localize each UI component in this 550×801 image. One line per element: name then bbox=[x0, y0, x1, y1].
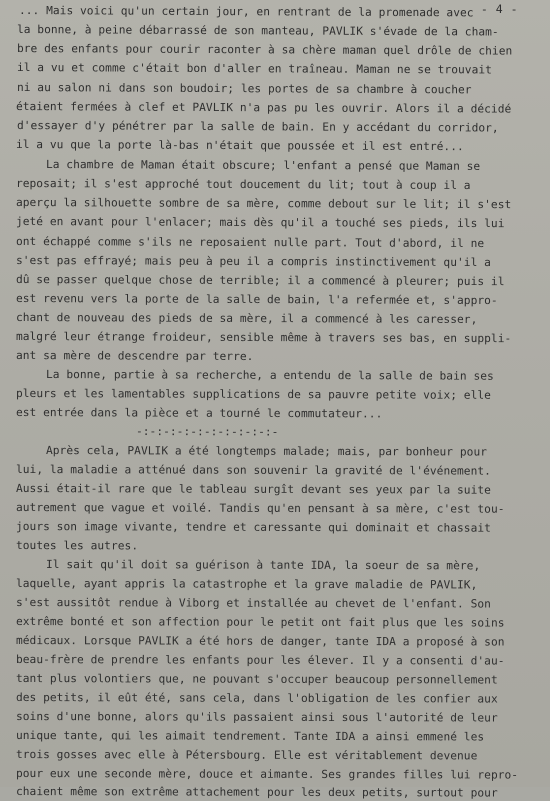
text-line: est revenu vers la porte de la salle de bain, l'a refermée et, s'appro- bbox=[15, 292, 498, 308]
text-line: La chambre de Maman était obscure; l'enfant a pensé que Maman se bbox=[45, 158, 481, 173]
text-line: ont échappé comme s'ils ne reposaient nulle part. Tout d'abord, il ne bbox=[15, 235, 485, 251]
text-line: la bonne, à peine débarrassé de son manteau, PAVLIK s'évade de la cham- bbox=[16, 23, 499, 39]
section-divider: -:-:-:-:-:-:-:-:-:-:- bbox=[135, 425, 279, 439]
text-line: lui, la maladie a atténué dans son souvenir la gravité de l'événement. bbox=[15, 463, 491, 478]
text-line: La bonne, partie à sa recherche, a entendu de la salle de bain ses bbox=[45, 368, 494, 383]
text-line: ant sa mère de descendre par terre. bbox=[15, 349, 254, 364]
text-line: d'essayer d'y pénétrer par la salle de bain. En y accédant du corridor, bbox=[16, 119, 499, 135]
text-line: chaient même son extrême attachement pour les deux petits, surtout pour bbox=[15, 785, 498, 800]
text-line: il a vu que la porte là-bas n'était que poussée et il est entré... bbox=[15, 138, 464, 154]
text-line: est entrée dans la pièce et a tourné le commutateur... bbox=[15, 406, 383, 421]
text-line: chant de nouveau des pieds de sa mère, il a commencé à les caresser, bbox=[15, 311, 478, 327]
text-line: jeté en avant pour l'enlacer; mais dès qu'il a touché ses pieds, ils lui bbox=[15, 215, 505, 231]
text-line: extrême bonté et son affection pour le petit ont fait plus que les soins bbox=[15, 615, 505, 630]
text-line: s'est aussitôt rendue à Viborg et installée au chevet de l'enfant. Son bbox=[15, 596, 491, 611]
text-line: étaient fermées à clef et PAVLIK n'a pas pu les ouvrir. Alors il a décidé bbox=[15, 100, 512, 116]
text-line: ... Mais voici qu'un certain jour, en rentrant de la promenade avec bbox=[18, 4, 474, 20]
text-line: soins d'une bonne, alors qu'ils passaient ainsi sous l'autorité de leur bbox=[15, 710, 498, 725]
text-line: unique tante, qui les aimait tendrement. Tante IDA a ainsi emmené les bbox=[15, 729, 485, 744]
text-line: beau-frère de prendre les enfants pour les élever. Il y a consenti d'au- bbox=[15, 653, 505, 668]
text-line: Il sait qu'il doit sa guérison à tante IDA, la soeur de sa mère, bbox=[45, 558, 481, 573]
text-line: médicaux. Lorsque PAVLIK a été hors de danger, tante IDA a proposé à son bbox=[15, 634, 505, 649]
text-line: aperçu la silhouette sombre de sa mère, comme debout sur le lit; il s'est bbox=[15, 196, 512, 212]
text-line: pour eux une seconde mère, douce et aimante. Ses grandes filles lui repro- bbox=[15, 767, 519, 782]
text-line: Après cela, PAVLIK a été longtemps malade; mais, par bonheur pour bbox=[45, 444, 488, 459]
text-line: toutes les autres. bbox=[15, 539, 139, 553]
text-line: ni au salon ni dans son boudoir; les portes de sa chambre à coucher bbox=[16, 81, 472, 97]
text-line: malgré leur étrange froideur, sensible même à travers ses bas, en suppli- bbox=[15, 330, 512, 346]
text-line: trois gosses avec elle à Pétersbourg. Elle est véritablement devenue bbox=[15, 748, 478, 763]
text-line: autrement que vague et voilé. Tandis qu'en pensant à sa mère, c'est tou- bbox=[15, 501, 505, 516]
text-line: jours son image vivante, tendre et caressante qui dominait et chassait bbox=[15, 520, 491, 535]
text-line: Aussi était-il rare que le tableau surgît devant ses yeux par la suite bbox=[15, 482, 491, 497]
text-line: tant plus volontiers que, ne pouvant s'occuper beaucoup personnellement bbox=[15, 672, 498, 687]
text-line: reposait; il s'est approché tout doucement du lit; tout à coup il a bbox=[15, 177, 471, 192]
text-line: bre des enfants pour courir raconter à sa chère maman quel drôle de chien bbox=[16, 42, 513, 58]
text-line: laquelle, ayant appris la catastrophe et la grave maladie de PAVLIK, bbox=[15, 577, 478, 592]
text-line: s'est pas effrayé; mais peu à peu il a compris instinctivement qu'il a bbox=[15, 254, 491, 270]
text-line: des petits, il eût été, sans cela, dans l'obligation de les confier aux bbox=[15, 691, 498, 706]
text-line: pleurs et les lamentables supplications de sa pauvre petite voix; elle bbox=[15, 387, 491, 402]
page-number: - 4 - bbox=[480, 2, 518, 16]
text-line: il a vu et comme c'était bon d'aller en traîneau. Maman ne se trouvait bbox=[16, 61, 492, 77]
text-line: dû se passer quelque chose de terrible; il a commencé à pleurer; puis il bbox=[15, 273, 505, 289]
